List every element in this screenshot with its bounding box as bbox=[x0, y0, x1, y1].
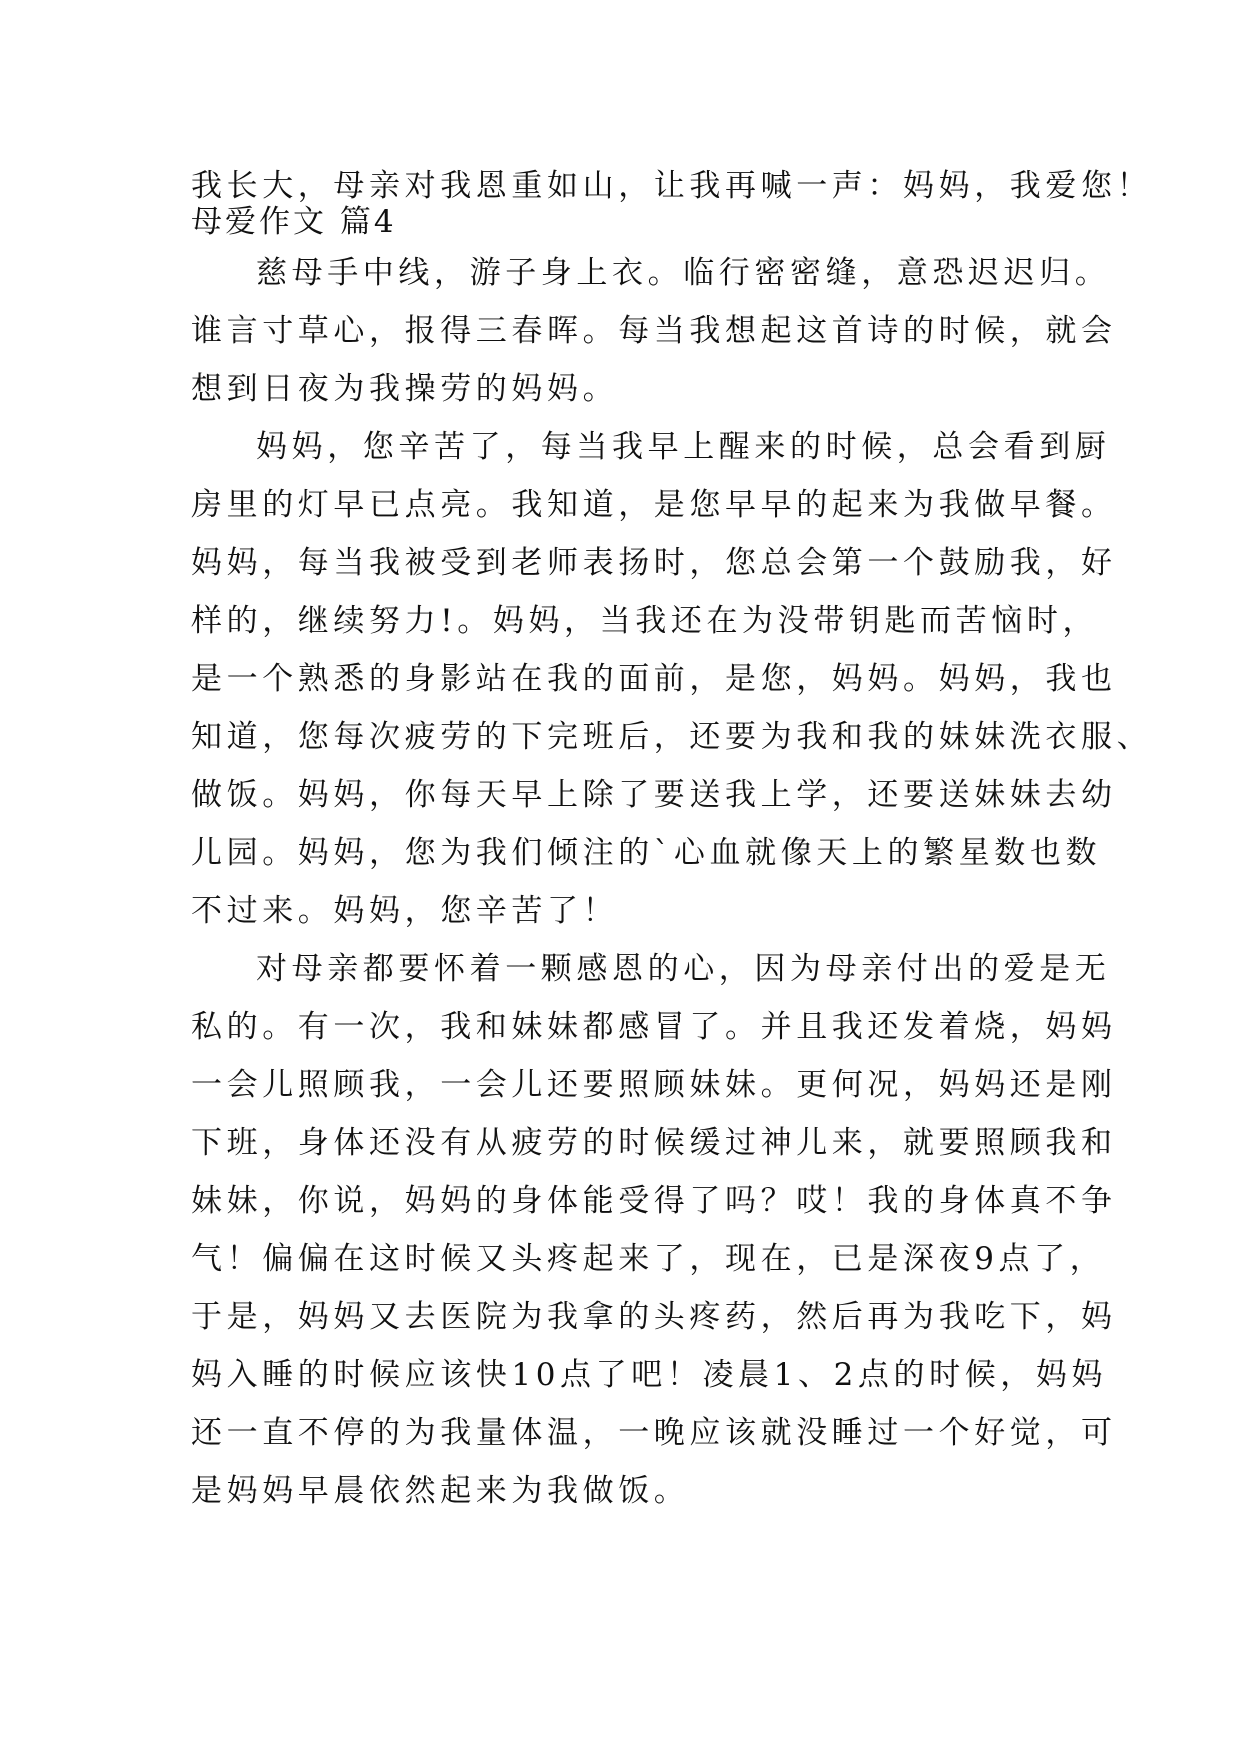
text-line: 妹妹，你说，妈妈的身体能受得了吗？哎！我的身体真不争 bbox=[191, 1183, 1117, 1219]
text-line: 儿园。妈妈，您为我们倾注的`心血就像天上的繁星数也数 bbox=[191, 835, 1102, 871]
text-line: 样的，继续努力!。妈妈，当我还在为没带钥匙而苦恼时， bbox=[191, 603, 1099, 639]
text-line: 下班，身体还没有从疲劳的时候缓过神儿来，就要照顾我和 bbox=[191, 1125, 1117, 1161]
text-line: 慈母手中线，游子身上衣。临行密密缝，意恐迟迟归。 bbox=[256, 255, 1111, 291]
text-line: 知道，您每次疲劳的下完班后，还要为我和我的妹妹洗衣服、 bbox=[191, 719, 1153, 755]
text-line: 我长大，母亲对我恩重如山，让我再喊一声：妈妈，我爱您！ bbox=[191, 168, 1153, 204]
text-line: 气！偏偏在这时候又头疼起来了，现在，已是深夜9点了， bbox=[191, 1241, 1106, 1277]
text-line: 私的。有一次，我和妹妹都感冒了。并且我还发着烧，妈妈 bbox=[191, 1009, 1117, 1045]
text-line: 做饭。妈妈，你每天早上除了要送我上学，还要送妹妹去幼 bbox=[191, 777, 1117, 813]
text-line: 房里的灯早已点亮。我知道，是您早早的起来为我做早餐。 bbox=[191, 487, 1117, 523]
text-line: 妈入睡的时候应该快10点了吧！凌晨1、2点的时候，妈妈 bbox=[191, 1357, 1108, 1393]
section-heading: 母爱作文 篇4 bbox=[191, 204, 397, 240]
text-line: 一会儿照顾我，一会儿还要照顾妹妹。更何况，妈妈还是刚 bbox=[191, 1067, 1117, 1103]
text-line: 妈妈，每当我被受到老师表扬时，您总会第一个鼓励我，好 bbox=[191, 545, 1117, 581]
text-line: 谁言寸草心，报得三春晖。每当我想起这首诗的时候，就会 bbox=[191, 313, 1117, 349]
text-line: 是一个熟悉的身影站在我的面前，是您，妈妈。妈妈，我也 bbox=[191, 661, 1117, 697]
text-line: 不过来。妈妈，您辛苦了！ bbox=[191, 893, 619, 929]
text-line: 是妈妈早晨依然起来为我做饭。 bbox=[191, 1473, 690, 1509]
text-line: 妈妈，您辛苦了，每当我早上醒来的时候，总会看到厨 bbox=[256, 429, 1111, 465]
text-line: 想到日夜为我操劳的妈妈。 bbox=[191, 371, 619, 407]
text-line: 还一直不停的为我量体温，一晚应该就没睡过一个好觉，可 bbox=[191, 1415, 1117, 1451]
text-line: 对母亲都要怀着一颗感恩的心，因为母亲付出的爱是无 bbox=[256, 951, 1111, 987]
text-line: 于是，妈妈又去医院为我拿的头疼药，然后再为我吃下，妈 bbox=[191, 1299, 1117, 1335]
